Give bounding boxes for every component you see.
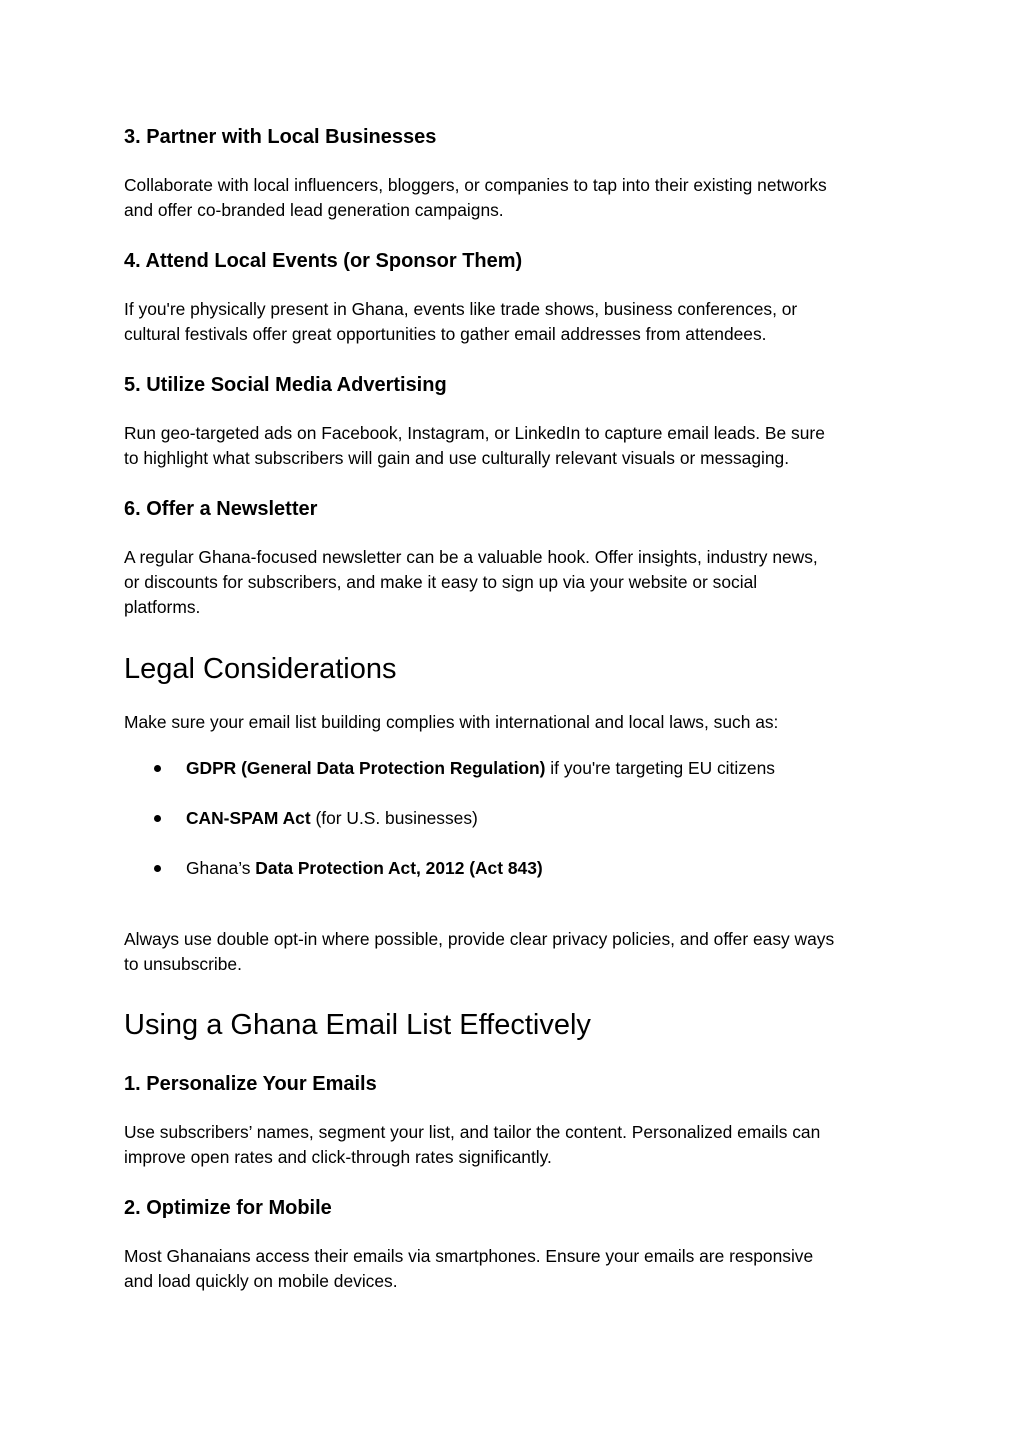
section-body-events <box>124 297 900 347</box>
body-line: to highlight what subscribers will gain and use culturally relevant visuals or messaging. <box>124 448 790 468</box>
bold-term: Data Protection Act, 2012 (Act 843) <box>255 858 543 878</box>
section-body-newsletter <box>124 545 900 620</box>
bold-term: GDPR (General Data Protection Regulation) <box>186 758 546 778</box>
term-prefix: Ghana’s <box>186 858 256 878</box>
body-line: Collaborate with local influencers, bloggers, or companies to tap into their existing networks <box>124 175 827 195</box>
list-item-text <box>186 806 478 831</box>
term-description: (for U.S. businesses) <box>310 808 478 828</box>
bullet-icon <box>154 865 161 872</box>
bullet-icon <box>154 765 161 772</box>
section-heading-social-ads: 5. Utilize Social Media Advertising <box>124 374 447 396</box>
body-line: Use subscribers’ names, segment your list, and tailor the content. Personalized emails can <box>124 1122 821 1142</box>
section-body-partner <box>124 173 900 223</box>
body-line: to unsubscribe. <box>124 954 242 974</box>
section-heading-events: 4. Attend Local Events (or Sponsor Them) <box>124 250 523 272</box>
body-line: and load quickly on mobile devices. <box>124 1271 398 1291</box>
body-line: cultural festivals offer great opportunities to gather email addresses from attendees. <box>124 324 767 344</box>
section-heading-personalize: 1. Personalize Your Emails <box>124 1073 377 1095</box>
body-line: Most Ghanaians access their emails via smartphones. Ensure your emails are responsive <box>124 1246 814 1266</box>
section-heading-partner: 3. Partner with Local Businesses <box>124 126 437 148</box>
body-line: or discounts for subscribers, and make it easy to sign up via your website or social <box>124 572 758 592</box>
list-item-text <box>186 856 543 881</box>
bold-term: CAN-SPAM Act <box>186 808 311 828</box>
body-line: A regular Ghana-focused newsletter can be a valuable hook. Offer insights, industry news, <box>124 547 818 567</box>
body-line: improve open rates and click-through rates significantly. <box>124 1147 552 1167</box>
body-line: platforms. <box>124 597 201 617</box>
section-body-mobile <box>124 1244 900 1294</box>
body-line: If you're physically present in Ghana, events like trade shows, business conferences, or <box>124 299 798 319</box>
body-line: Always use double opt-in where possible, provide clear privacy policies, and offer easy ways <box>124 929 835 949</box>
heading-legal-considerations: Legal Considerations <box>124 653 397 685</box>
list-item-text <box>186 756 775 781</box>
section-heading-newsletter: 6. Offer a Newsletter <box>124 498 318 520</box>
section-heading-mobile: 2. Optimize for Mobile <box>124 1197 332 1219</box>
body-line: Run geo-targeted ads on Facebook, Instagram, or LinkedIn to capture email leads. Be sure <box>124 423 825 443</box>
legal-intro: Make sure your email list building complies with international and local laws, such as: <box>124 712 779 732</box>
section-body-personalize <box>124 1120 900 1170</box>
heading-using-email-list: Using a Ghana Email List Effectively <box>124 1009 591 1041</box>
body-line: and offer co-branded lead generation campaigns. <box>124 200 504 220</box>
bullet-icon <box>154 815 161 822</box>
term-description: if you're targeting EU citizens <box>545 758 775 778</box>
legal-closing <box>124 927 900 977</box>
section-body-social-ads <box>124 421 900 471</box>
